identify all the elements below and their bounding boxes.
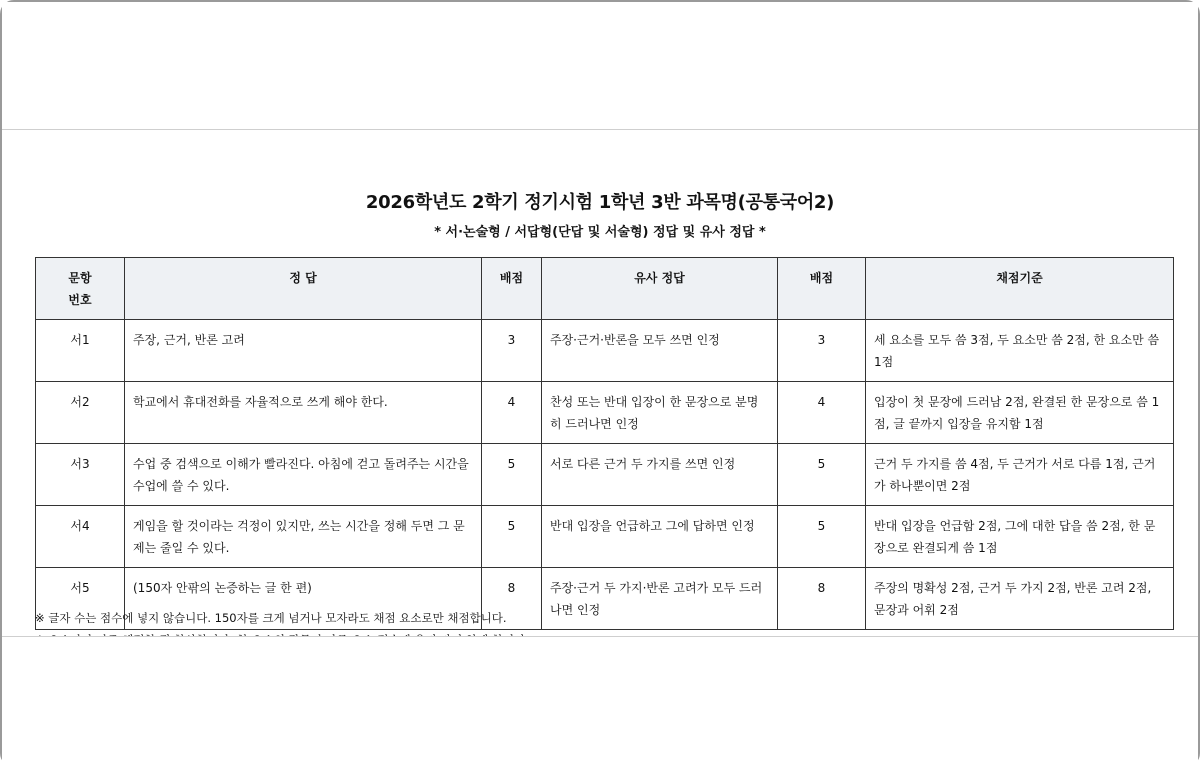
cell-criteria: 세 요소를 모두 씀 3점, 두 요소만 씀 2점, 한 요소만 씀 1점 (866, 320, 1174, 382)
cell-points: 5 (482, 444, 542, 506)
cell-points: 5 (482, 506, 542, 568)
cell-points: 4 (482, 382, 542, 444)
table-row (36, 382, 1174, 444)
header-points2: 배점 (778, 258, 866, 320)
cell-points2: 3 (778, 320, 866, 382)
cell-points: 3 (482, 320, 542, 382)
cell-number: 서3 (36, 444, 125, 506)
cell-points2: 8 (778, 568, 866, 630)
document-page (2, 130, 1198, 636)
cell-number: 서2 (36, 382, 125, 444)
cell-points2: 5 (778, 444, 866, 506)
cell-number: 서4 (36, 506, 125, 568)
cell-similar: 주장·근거·반론을 모두 쓰면 인정 (542, 320, 778, 382)
cell-answer: 주장, 근거, 반론 고려 (125, 320, 482, 382)
footnote: ※ 글자 수는 점수에 넣지 않습니다. 150자를 크게 넘거나 모자라도 채점 요소로만 채점합니다. (35, 611, 507, 625)
header-number (36, 258, 125, 320)
table-header-row (36, 258, 1174, 320)
header-criteria: 채점기준 (866, 258, 1174, 320)
header-points: 배점 (482, 258, 542, 320)
document-title: 2026학년도 2학기 정기시험 1학년 3반 과목명(공통국어2) (365, 192, 835, 213)
viewer-top-margin (2, 2, 1198, 130)
cell-points2: 5 (778, 506, 866, 568)
cell-answer: 수업 중 검색으로 이해가 빨라진다. 아침에 걷고 돌려주는 시간을 수업에 쓸 수 있다. (125, 444, 482, 506)
cell-number: 서5 (36, 568, 125, 630)
viewer-bottom-margin (2, 636, 1198, 768)
cell-points: 8 (482, 568, 542, 630)
document-subtitle: * 서·논술형 / 서답형(단답 및 서술형) 정답 및 유사 정답 * (434, 225, 766, 240)
cell-similar: 서로 다른 근거 두 가지를 쓰면 인정 (542, 444, 778, 506)
header-similar: 유사 정답 (542, 258, 778, 320)
cell-similar: 주장·근거 두 가지·반론 고려가 모두 드러나면 인정 (542, 568, 778, 630)
cell-similar: 반대 입장을 언급하고 그에 답하면 인정 (542, 506, 778, 568)
cell-criteria: 입장이 첫 문장에 드러남 2점, 완결된 한 문장으로 씀 1점, 글 끝까지 입장을 유지함 1점 (866, 382, 1174, 444)
header-number-line2: 번호 (68, 293, 92, 307)
header-answer: 정 답 (125, 258, 482, 320)
answer-table (35, 257, 1174, 630)
cell-number: 서1 (36, 320, 125, 382)
cell-criteria: 근거 두 가지를 씀 4점, 두 근거가 서로 다름 1점, 근거가 하나뿐이면 2점 (866, 444, 1174, 506)
cell-criteria: 주장의 명확성 2점, 근거 두 가지 2점, 반론 고려 2점, 문장과 어휘 2점 (866, 568, 1174, 630)
header-number-line1: 문항 (68, 271, 92, 285)
cell-points2: 4 (778, 382, 866, 444)
cell-criteria: 반대 입장을 언급함 2점, 그에 대한 답을 씀 2점, 한 문장으로 완결되게 씀 1점 (866, 506, 1174, 568)
table-row (36, 320, 1174, 382)
cell-answer: (150자 안팎의 논증하는 글 한 편) (125, 568, 482, 630)
cell-similar: 찬성 또는 반대 입장이 한 문장으로 분명히 드러나면 인정 (542, 382, 778, 444)
table-row (36, 506, 1174, 568)
table-row (36, 444, 1174, 506)
cell-answer: 학교에서 휴대전화를 자율적으로 쓰게 해야 한다. (125, 382, 482, 444)
cell-answer: 게임을 할 것이라는 걱정이 있지만, 쓰는 시간을 정해 두면 그 문제는 줄일 수 있다. (125, 506, 482, 568)
